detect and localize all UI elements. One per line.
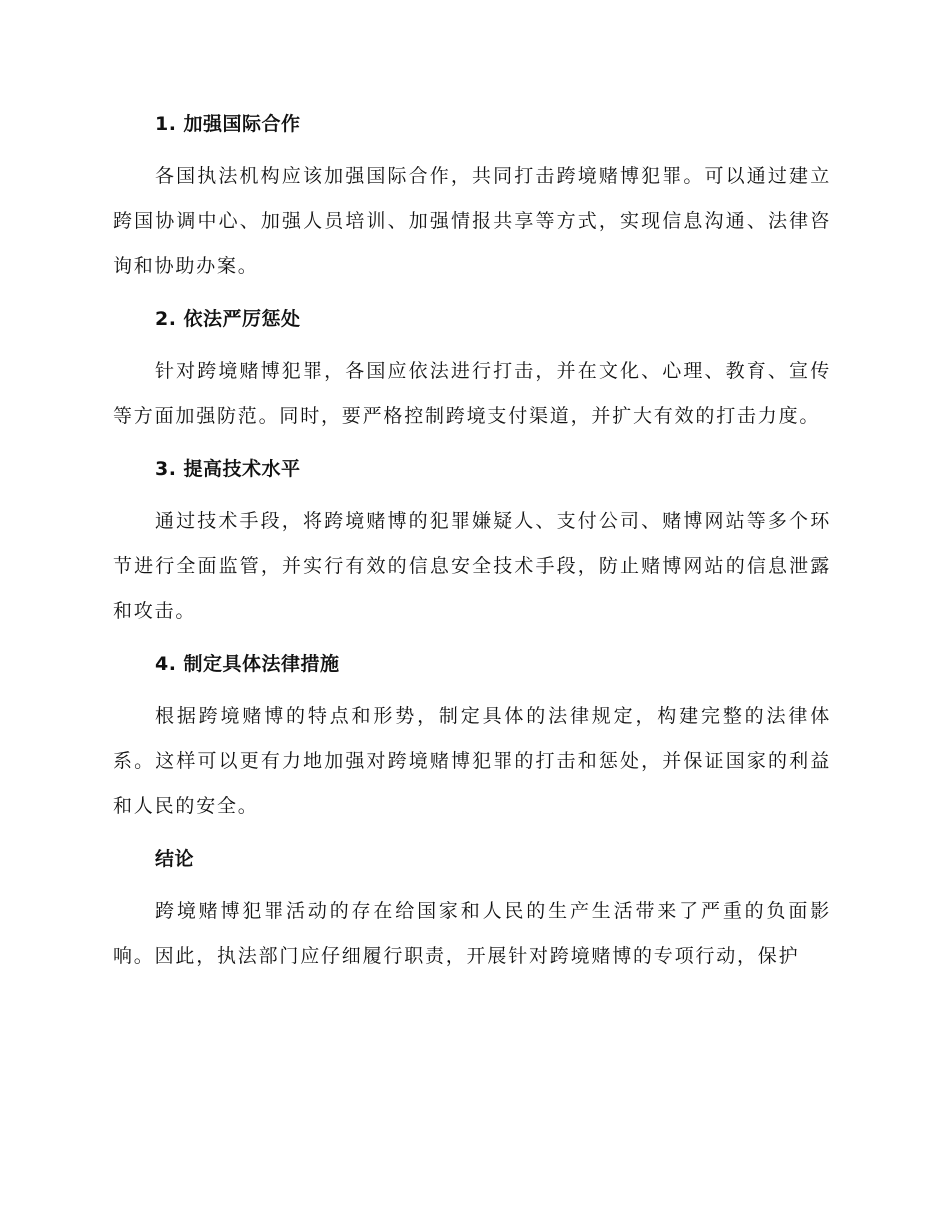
section-heading: 2. 依法严厉惩处 xyxy=(155,308,301,330)
section-heading: 结论 xyxy=(155,848,195,870)
section-conclusion xyxy=(113,843,831,979)
section-heading: 4. 制定具体法律措施 xyxy=(155,653,340,675)
section-strict-punishment xyxy=(113,303,831,439)
section-international-cooperation xyxy=(113,108,831,289)
section-paragraph: 各国执法机构应该加强国际合作，共同打击跨境赌博犯罪。可以通过建立跨国协调中心、加强人员培训、加强情报共享等方式，实现信息沟通、法律咨询和协助办案。 xyxy=(113,165,831,277)
section-paragraph: 跨境赌博犯罪活动的存在给国家和人民的生产生活带来了严重的负面影响。因此，执法部门应仔细履行职责，开展针对跨境赌博的专项行动，保护 xyxy=(113,900,831,967)
section-paragraph: 针对跨境赌博犯罪，各国应依法进行打击，并在文化、心理、教育、宣传等方面加强防范。同时，要严格控制跨境支付渠道，并扩大有效的打击力度。 xyxy=(113,360,831,427)
section-technology xyxy=(113,453,831,634)
section-heading: 3. 提高技术水平 xyxy=(155,458,301,480)
section-paragraph: 根据跨境赌博的特点和形势，制定具体的法律规定，构建完整的法律体系。这样可以更有力地加强对跨境赌博犯罪的打击和惩处，并保证国家的利益和人民的安全。 xyxy=(113,705,831,817)
section-paragraph: 通过技术手段，将跨境赌博的犯罪嫌疑人、支付公司、赌博网站等多个环节进行全面监管，并实行有效的信息安全技术手段，防止赌博网站的信息泄露和攻击。 xyxy=(113,510,831,622)
section-legal-measures xyxy=(113,648,831,829)
section-heading: 1. 加强国际合作 xyxy=(155,113,301,135)
document-page xyxy=(113,108,831,993)
